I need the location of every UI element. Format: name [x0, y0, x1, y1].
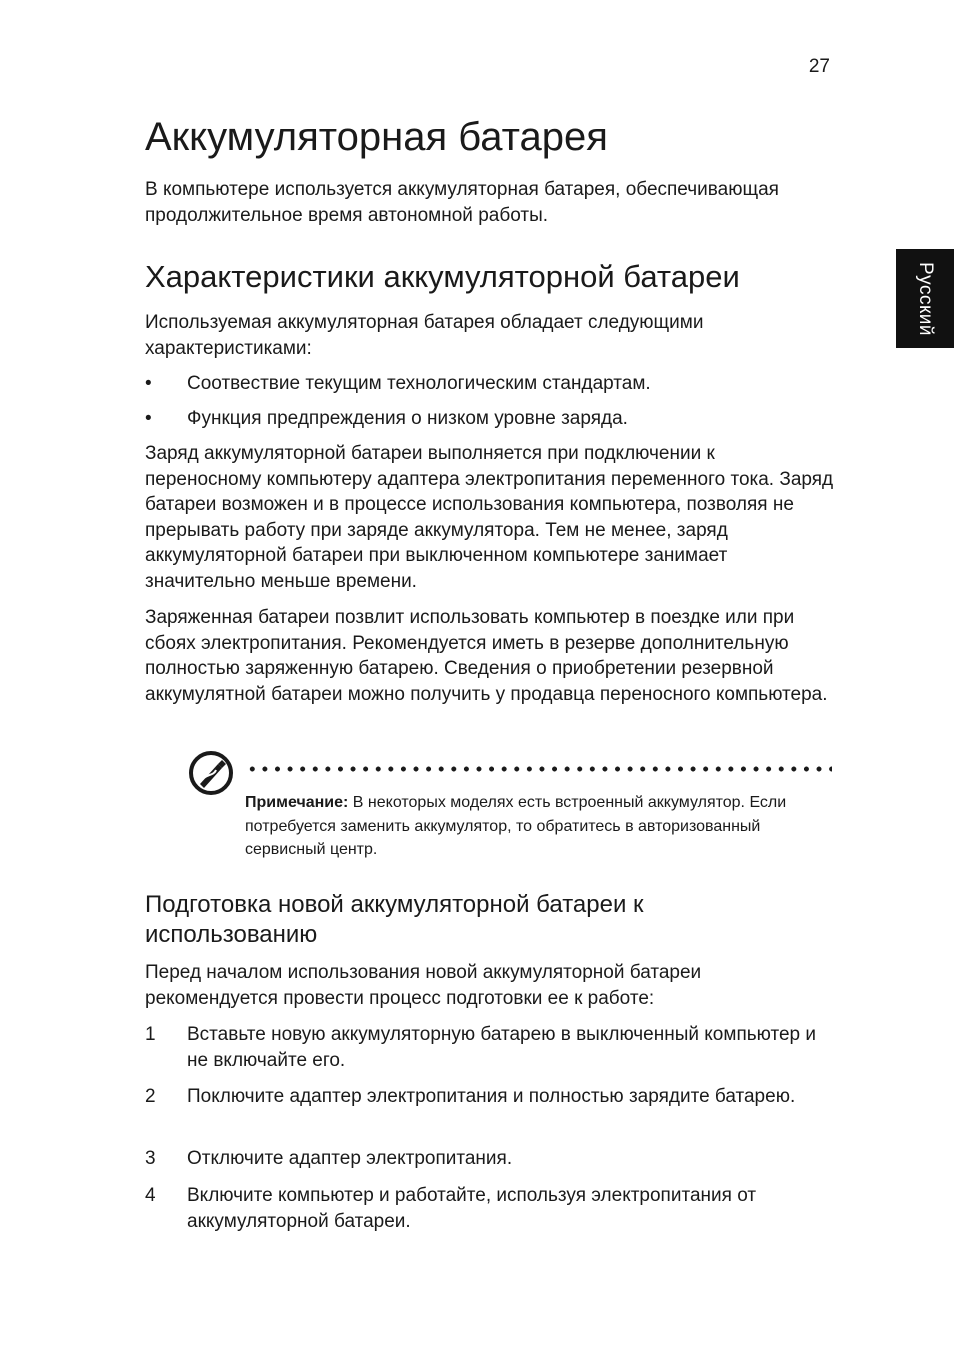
- step-number: 2: [145, 1086, 156, 1107]
- subsection-heading: Подготовка новой аккумуляторной батареи к использованию: [145, 891, 644, 948]
- page-number: 27: [808, 56, 830, 77]
- bullet-mark: •: [145, 373, 152, 394]
- charging-paragraph: Заряд аккумуляторной батареи выполняется при подключении к переносному компьютеру адаптера электропитания переменного тока. Заряд батареи возможен и в процессе использования компьютера, позволяя не прерывать работу при заряде аккумулятора. Тем не менее, заряд аккумуляторной батареи при выключенном компьютере занимает значительно меньше времени.: [145, 443, 834, 592]
- section-lead: Используемая аккумуляторная батарея обладает следующими характеристиками:: [145, 312, 704, 359]
- bullet-text: Соотвествие текущим технологическим стандартам.: [187, 373, 651, 394]
- page-title: Аккумуляторная батарея: [145, 115, 608, 159]
- language-tab-label: Русский: [915, 261, 936, 336]
- note-divider: [246, 766, 832, 772]
- note-label: Примечание:: [245, 794, 349, 811]
- subsection-lead: Перед началом использования новой аккумуляторной батареи рекомендуется провести процесс подготовки ее к работе:: [145, 962, 702, 1009]
- step-number: 1: [145, 1024, 156, 1045]
- step-number: 3: [145, 1148, 156, 1169]
- intro-paragraph: В компьютере используется аккумуляторная батарея, обеспечивающая продолжительное время автономной работы.: [145, 179, 779, 226]
- step-number: 4: [145, 1185, 156, 1206]
- note-body: В некоторых моделях есть встроенный аккумулятор. Если потребуется заменить аккумулятор, то обратитесь в авторизованный сервисный центр.: [245, 794, 787, 858]
- step-text: Вставьте новую аккумуляторную батарею в выключенный компьютер и не включайте его.: [187, 1024, 816, 1071]
- step-text: Отключите адаптер электропитания.: [187, 1148, 513, 1169]
- note-pen-icon: [188, 750, 234, 796]
- language-tab: [896, 249, 954, 348]
- bullet-mark: •: [145, 408, 152, 429]
- step-text: Поключите адаптер электропитания и полностью зарядите батарею.: [187, 1086, 796, 1107]
- note-text: [245, 791, 805, 862]
- step-text: Включите компьютер и работайте, используя электропитания от аккумуляторной батареи.: [187, 1185, 757, 1232]
- bullet-text: Функция предпреждения о низком уровне заряда.: [187, 408, 628, 429]
- spare-battery-paragraph: Заряженная батареи позвлит использовать компьютер в поездке или при сбоях электропитания. Рекомендуется иметь в резерве дополнительную полностью заряженную батарею. Сведения о приобретении резервной аккумулятной батареи можно получить у продавца переносного компьютера.: [145, 607, 828, 705]
- section-heading: Характеристики аккумуляторной батареи: [145, 259, 740, 294]
